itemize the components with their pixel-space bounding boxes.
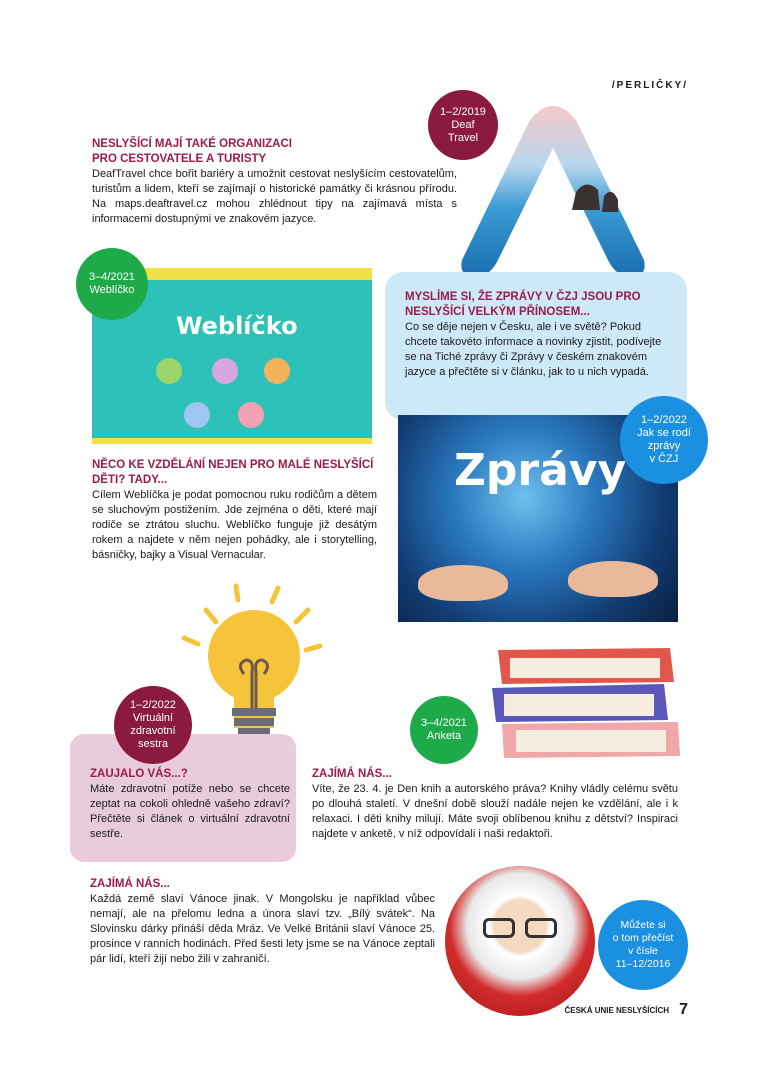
vanoce-body: Každá země slaví Vánoce jinak. V Mongolsku je například vůbec nemají, ale na přelomu ledna a února slaví tzv. „Bílý svátek“. Na Slovinsku dárky přináší děda Mráz. Ve Velké Británii slaví Vánoce 25. prosince v ranních hodinách. Před šesti lety jsme se na Vánoce zeptali pár lidí, kteří žijí nebo žili v zahraničí. bbox=[90, 893, 435, 965]
hand-icon bbox=[568, 561, 658, 597]
weblicko-body: Cílem Weblíčka je podat pomocnou ruku rodičům a dětem se sluchovým postižením. Jde zejména o děti, které mají rodiče se ztrátou sluchu. Weblíčko funguje již desátým rokem a najdete v něm nejen pohádky, ale i storytelling, básničky, bajky a Visual Vernacular. bbox=[92, 489, 377, 561]
glasses-icon bbox=[483, 918, 515, 938]
apple-icon bbox=[156, 358, 182, 384]
apple-icon bbox=[212, 358, 238, 384]
weblicko-badge: 3–4/2021 Weblíčko bbox=[76, 248, 148, 320]
anketa-body: Víte, že 23. 4. je Den knih a autorského práva? Knihy vládly celému světu po dlouhá staletí. V dnešní době slouží nadále nejen ke vzdělání, ale i k relaxaci. I děti knihy milují. Máte svoji oblíbenou knihu z dětství? Inspiraci najdete v anketě, v níž odpovídali i naši redaktoři. bbox=[312, 783, 678, 840]
vanoce-article bbox=[90, 877, 435, 967]
sestra-heading: ZAUJALO VÁS...? bbox=[90, 768, 188, 780]
anketa-article bbox=[312, 767, 678, 842]
weblicko-article bbox=[92, 458, 377, 563]
page-footer bbox=[564, 1001, 688, 1019]
travel-article bbox=[92, 137, 457, 227]
anketa-heading: ZAJÍMÁ NÁS... bbox=[312, 768, 392, 780]
sestra-badge: 1–2/2022 Virtuální zdravotní sestra bbox=[114, 686, 192, 764]
zpravy-badge: 1–2/2022 Jak se rodí zprávy v ČZJ bbox=[620, 396, 708, 484]
zpravy-article bbox=[405, 290, 670, 380]
zpravy-heading: MYSLÍME SI, ŽE ZPRÁVY V ČZJ JSOU PRO NESLYŠÍCÍ VELKÝM PŘÍNOSEM... bbox=[405, 291, 641, 318]
anketa-badge: 3–4/2021 Anketa bbox=[410, 696, 478, 764]
apple-icon bbox=[238, 402, 264, 428]
zpravy-body: Co se děje nejen v Česku, ale i ve světě? Pokud chcete takovéto informace a novinky zjistit, podívejte se na Tiché zprávy či Zprávy v českém znakovém jazyce a přečtěte si v článku, jak to u nich vypadá. bbox=[405, 321, 662, 378]
weblicko-logo: Weblíčko bbox=[176, 312, 298, 340]
page-number: 7 bbox=[679, 1001, 688, 1018]
publisher-name: ČESKÁ UNIE NESLYŠÍCÍCH bbox=[564, 1005, 670, 1015]
section-label: /PERLIČKY/ bbox=[611, 80, 688, 91]
apple-icon bbox=[264, 358, 290, 384]
lightbulb-icon bbox=[168, 580, 338, 740]
sestra-article bbox=[90, 767, 290, 842]
weblicko-heading: NĚCO KE VZDĚLÁNÍ NEJEN PRO MALÉ NESLYŠÍCÍ DĚTI? TADY... bbox=[92, 459, 374, 486]
vanoce-badge: Můžete si o tom přečíst v čísle 11–12/2016 bbox=[598, 900, 688, 990]
travel-body: DeafTravel chce bořit bariéry a umožnit cestovat neslyšícím cestovatelům, turistům a lidem, kteří se zajímají o historické památky či krásnou přírodu. Na maps.deaftravel.cz mohou zhlédnout tipy na zajímavá místa s informacemi dostupnými ve znakovém jazyce. bbox=[92, 168, 457, 225]
glasses-icon bbox=[525, 918, 557, 938]
sestra-body: Máte zdravotní potíže nebo se chcete zeptat na cokoli ohledně vašeho zdraví? Přečtěte si článek o virtuální zdravotní sestře. bbox=[90, 783, 290, 840]
hand-icon bbox=[418, 565, 508, 601]
santa-image bbox=[445, 866, 595, 1016]
apple-icon bbox=[184, 402, 210, 428]
books-icon bbox=[488, 638, 684, 760]
vanoce-heading: ZAJÍMÁ NÁS... bbox=[90, 878, 170, 890]
travel-heading: NESLYŠÍCÍ MAJÍ TAKÉ ORGANIZACI PRO CESTOVATELE A TURISTY bbox=[92, 138, 292, 165]
travel-badge: 1–2/2019 Deaf Travel bbox=[428, 90, 498, 160]
zpravy-image-title: Zprávy bbox=[454, 445, 627, 496]
